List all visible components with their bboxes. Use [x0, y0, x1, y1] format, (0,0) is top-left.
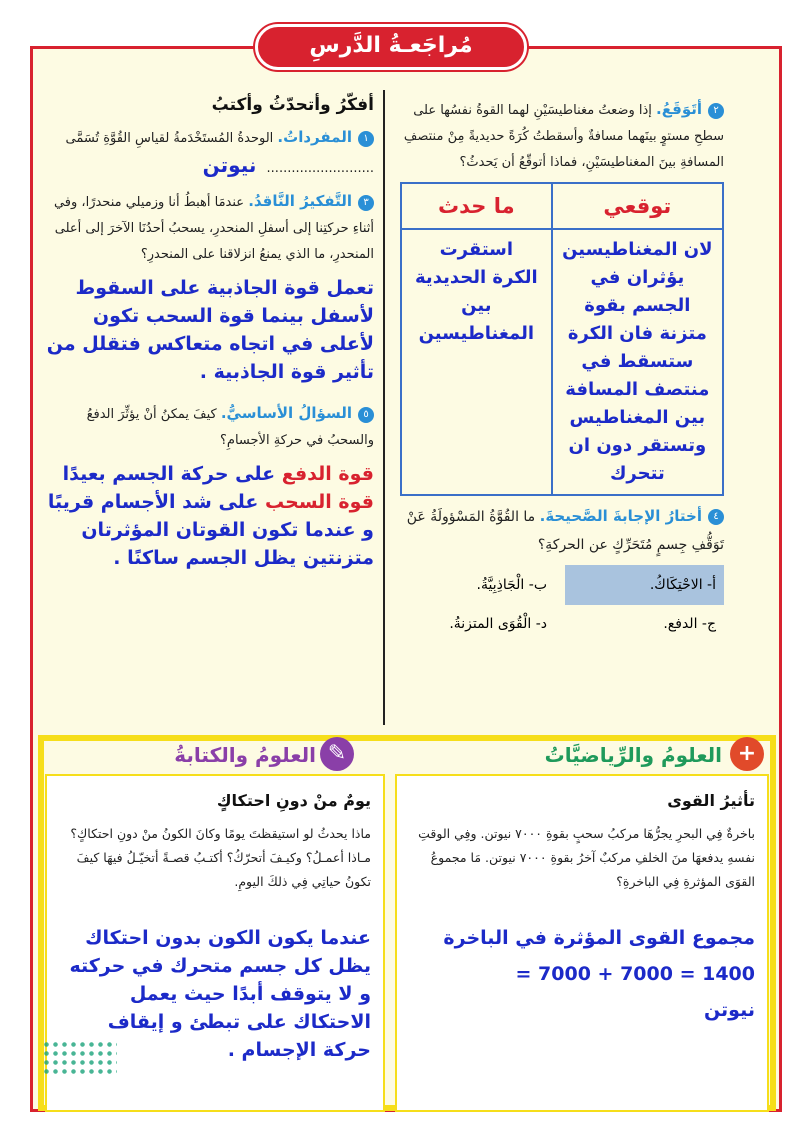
question-number: ٢	[708, 103, 724, 119]
prediction-table	[400, 182, 724, 496]
answer-pull: قوة السحب	[265, 491, 374, 513]
math-box	[395, 774, 769, 1112]
writing-text: ماذا يحدثُ لو استيقظتَ يومًا وكانَ الكونُ منْ دونِ احتكاكٍ؟ مـاذا أعمـلُ؟ وكيـفَ أتحرّكُ؟ أكتـبُ قصـةً أتخيّـلُ فيهَا كيفَ تكونُ حياتِي فِي ذلكَ اليومِ.	[70, 826, 371, 889]
question-text: إذا وضعتُ مغناطيسَيْنِ لهما القوةُ نفسُها على سطحِ مستوٍ بينَهما مسافةٌ وأسقطتُ كُرَةً حديديةً مِنْ منتصفِ المسافةِ بينَ المغناطيسَيْنِ، فماذا أتوقّعُ أن يَحدثُ؟	[403, 103, 724, 170]
question-text: عندمَا أهبطُ أنا وزميلي منحدرًا، وفي أثناءِ حركتِنا إلى أسفلِ المنحدرِ، يسحبُ أحدُنَا الآخرَ إلى أعلى المنحدرِ، ما الذي يمنعُ انزلاقنا على المنحدرِ؟	[53, 195, 374, 262]
question-text: الوحدةُ المُستَخْدَمةُ لقياسِ القُوَّةِ تُسَمَّى ..........................	[65, 131, 374, 176]
math-title: تأثيرُ القوى	[667, 791, 755, 810]
question-number: ٤	[708, 509, 724, 525]
section-heading: أفكّرُ وأتحدّثُ وأكتبُ	[211, 95, 374, 115]
math-answer-line-2: = 7000 + 7000 = 1400	[515, 963, 755, 985]
option-a[interactable]: أ- الاحْتِكَاكُ.	[565, 565, 724, 605]
writing-title: يومٌ منْ دونِ احتكاكٍ	[216, 791, 371, 810]
question-keyword: أتَوَقَعُ.	[656, 100, 702, 118]
question-3	[40, 188, 374, 268]
writing-box	[45, 774, 385, 1112]
question-keyword: السؤالُ الأساسيُّ.	[220, 404, 352, 422]
left-column	[40, 92, 374, 572]
table-header: ما حدث	[401, 183, 552, 229]
answer-1: نيوتن	[202, 153, 257, 177]
right-column	[396, 96, 724, 639]
question-number: ١	[358, 131, 374, 147]
table-header: توقعي	[552, 183, 723, 229]
option-b[interactable]: ب- الْجَاذِبِيَّةُ.	[476, 577, 547, 593]
writing-answer: عندما يكون الكون بدون احتكاك يظل كل جسم متحرك في حركته و لا يتوقف أبدًا حيث يعمل الاحتكاك على تبطئ و إيقاف حركة الإجسام .	[69, 927, 371, 1061]
answer-3: تعمل قوة الجاذبية على السقوط لأسفل بينما قوة السحب تكون لأعلى في اتجاه متعاكس فتقلل من تأثير قوة الجاذبية .	[46, 277, 374, 383]
option-c[interactable]: ج- الدفع.	[663, 616, 716, 632]
question-2	[396, 96, 724, 176]
question-number: ٣	[358, 195, 374, 211]
question-1	[40, 124, 374, 182]
question-keyword: أختارُ الإجابةَ الصَّحيحةَ.	[539, 507, 702, 525]
math-text: باخرةٌ فِي البحرِ يجرُّهَا مركبُ سحبٍ بقوةِ ٧٠٠٠ نيوتن. وفِي الوقتِ نفسهِ يدفعهَا منَ الخلفِ مركبٌ آخرُ بقوةِ ٧٠٠٠ نيوتن. مَا مجموعُ القوَى المؤثرةِ فِي الباخرةِ؟	[418, 826, 755, 889]
answer-text: على شد الأجسام قريبًا و عندما تكون القوتان المؤثرتان متزنتين يظل الجسم ساكنًا .	[47, 491, 374, 569]
answer-push: قوة الدفع	[281, 463, 374, 485]
answer-options	[396, 565, 724, 639]
writing-section-header: العلومُ والكتابةُ	[174, 743, 316, 767]
question-4	[396, 502, 724, 559]
table-cell: استقرت الكرة الحديدية بين المغناطيسين	[401, 229, 552, 495]
math-answer-line-3: نيوتن	[703, 999, 755, 1021]
column-divider	[383, 90, 385, 725]
option-d[interactable]: د- الْقُوَى المتزنةُ.	[449, 616, 547, 632]
pencil-paper-icon: ✎	[320, 737, 354, 771]
page-title: مُراجَعـةُ الدَّرسِ	[255, 24, 527, 70]
question-number: ٥	[358, 407, 374, 423]
math-answer-line-1: مجموع القوى المؤثرة في الباخرة	[443, 927, 755, 949]
question-text: ما القُوَّةُ المَسْؤولَةُ عَنْ تَوَقُّفِ جِسمٍ مُتَحَرِّكٍ عن الحركةِ؟	[406, 509, 724, 553]
question-text: كيفَ يمكنُ أنْ يؤثِّرَ الدفعُ والسحبُ في حركةِ الأجسامِ؟	[86, 407, 374, 448]
math-section-header: العلومُ والرِّياضيَّاتُ	[544, 743, 722, 767]
table-cell: لان المغناطيسين يؤثران في الجسم بقوة متزنة فان الكرة ستسقط في منتصف المسافة بين المغناطيس وتستقر دون ان تتحرك	[552, 229, 723, 495]
question-keyword: التَّفكيرُ النَّاقدُ.	[248, 192, 352, 210]
answer-text: على حركة الجسم بعيدًا	[62, 463, 282, 485]
answer-5	[40, 460, 374, 572]
question-5	[40, 400, 374, 454]
math-plus-icon: +	[730, 737, 764, 771]
question-keyword: المفرداتُ.	[277, 128, 352, 146]
